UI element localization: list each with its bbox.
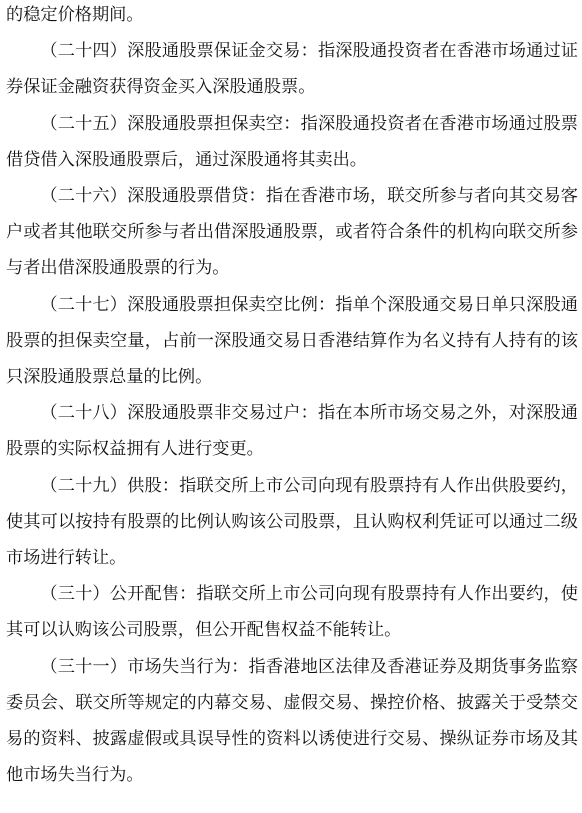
paragraph-24-margin-trading: （二十四）深股通股票保证金交易：指深股通投资者在香港市场通过证券保证金融资获得资金买入深股通股票。 <box>6 41 578 98</box>
paragraph-26-stock-borrowing: （二十六）深股通股票借贷：指在香港市场，联交所参与者向其交易客户或者其他联交所参与者出借深股通股票，或者符合条件的机构向联交所参与者出借深股通股票的行为。 <box>6 186 578 279</box>
paragraph-29-rights-issue: （二十九）供股：指联交所上市公司向现有股票持有人作出供股要约，使其可以按持有股票的比例认购该公司股票，且认购权利凭证可以通过二级市场进行转让。 <box>6 475 578 569</box>
paragraph-25-covered-short-selling: （二十五）深股通股票担保卖空：指深股通投资者在香港市场通过股票借贷借入深股通股票后，通过深股通将其卖出。 <box>6 113 578 170</box>
paragraph-28-non-trade-transfer: （二十八）深股通股票非交易过户：指在本所市场交易之外，对深股通股票的实际权益拥有人进行变更。 <box>6 403 578 460</box>
paragraph-31-market-misconduct: （三十一）市场失当行为：指香港地区法律及香港证券及期货事务监察委员会、联交所等规定的内幕交易、虚假交易、操控价格、披露关于受禁交易的资料、披露虚假或具误导性的资料以诱使进行交易、操纵证券市场及其他市场失当行为。 <box>6 656 578 786</box>
paragraph-27-short-selling-ratio: （二十七）深股通股票担保卖空比例：指单个深股通交易日单只深股通股票的担保卖空量，占前一深股通交易日香港结算作为名义持有人持有的该只深股通股票总量的比例。 <box>6 294 578 388</box>
paragraph-30-open-offer: （三十）公开配售：指联交所上市公司向现有股票持有人作出要约，使其可以认购该公司股票，但公开配售权益不能转让。 <box>6 584 578 641</box>
continued-text: 的稳定价格期间。 <box>6 5 144 25</box>
